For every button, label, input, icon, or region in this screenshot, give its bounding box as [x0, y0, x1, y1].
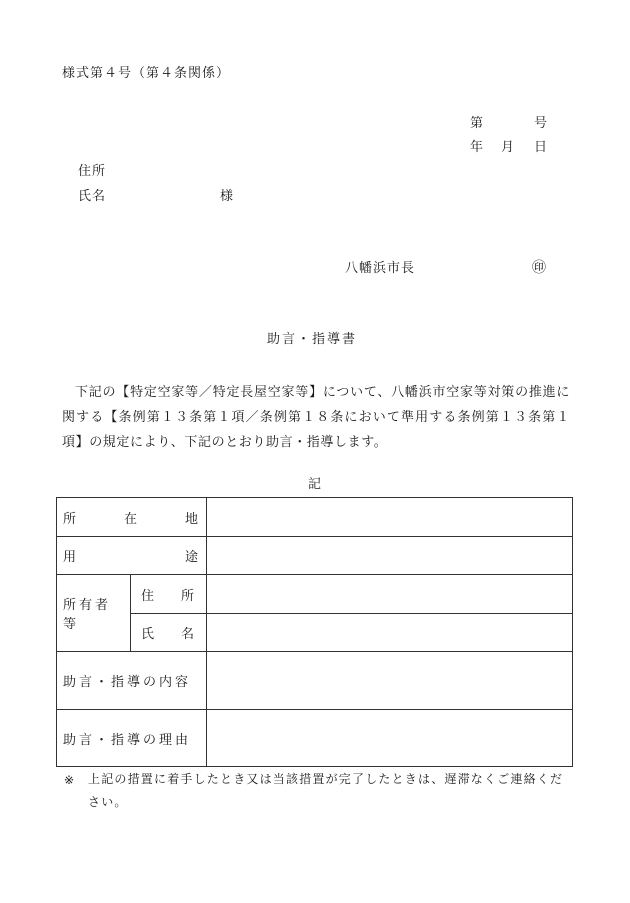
- date-day: 日: [534, 140, 548, 155]
- issuer-title: 八幡浜市長: [345, 261, 416, 276]
- value-content[interactable]: [207, 652, 573, 710]
- label-content: 助言・指導の内容: [57, 652, 207, 710]
- body-paragraph: 下記の【特定空家等／特定長屋空家等】について、八幡浜市空家等対策の推進に関する【条例第１３条第１項／条例第１８条において準用する条例第１３条第１項】の規定により、下記のとおり助言・指導します。: [62, 385, 570, 450]
- value-reason[interactable]: [207, 710, 573, 767]
- note-text: 上記の措置に着手したとき又は当該措置が完了したときは、遅滞なくご連絡ください。: [88, 772, 564, 809]
- location-ch-3: 地: [185, 511, 199, 527]
- label-owner-address: [131, 575, 207, 614]
- owner-address-ch-1: 住: [141, 588, 155, 604]
- value-owner-address[interactable]: [207, 575, 573, 614]
- row-owner-address: [57, 575, 573, 614]
- owner-name-ch-2: 名: [181, 627, 195, 642]
- location-ch-1: 所: [63, 511, 77, 527]
- owner-name-ch-1: 氏: [141, 627, 155, 642]
- location-ch-2: 在: [124, 511, 138, 527]
- value-usage[interactable]: [207, 537, 573, 575]
- value-owner-name[interactable]: [207, 614, 573, 652]
- label-owner: 所有者等: [57, 575, 131, 652]
- row-location: [57, 498, 573, 537]
- recipient-name-label: 氏名: [78, 189, 107, 204]
- row-usage: [57, 537, 573, 575]
- date-year: 年: [470, 140, 484, 155]
- label-location: [57, 498, 207, 537]
- recipient-honorific: 様: [220, 189, 234, 204]
- usage-ch-1: 用: [63, 550, 77, 565]
- value-location[interactable]: [207, 498, 573, 537]
- seal-mark: ㊞: [532, 260, 546, 276]
- row-reason: [57, 710, 573, 767]
- document-title: 助言・指導書: [267, 332, 358, 347]
- row-owner-name: [57, 614, 573, 652]
- recipient-address-label: 住所: [78, 164, 107, 179]
- owner-address-ch-2: 所: [181, 588, 195, 604]
- doc-number-suffix: 号: [534, 116, 548, 131]
- usage-ch-2: 途: [185, 550, 199, 565]
- form-number: 様式第４号（第４条関係）: [62, 66, 231, 81]
- details-table: [56, 497, 573, 767]
- doc-number-prefix: 第: [470, 116, 484, 131]
- ki-heading: 記: [308, 477, 322, 492]
- label-owner-name: [131, 614, 207, 652]
- note-mark: ※: [64, 773, 76, 787]
- row-content: [57, 652, 573, 710]
- label-usage: [57, 537, 207, 575]
- date-month: 月: [501, 140, 515, 155]
- label-reason: 助言・指導の理由: [57, 710, 207, 767]
